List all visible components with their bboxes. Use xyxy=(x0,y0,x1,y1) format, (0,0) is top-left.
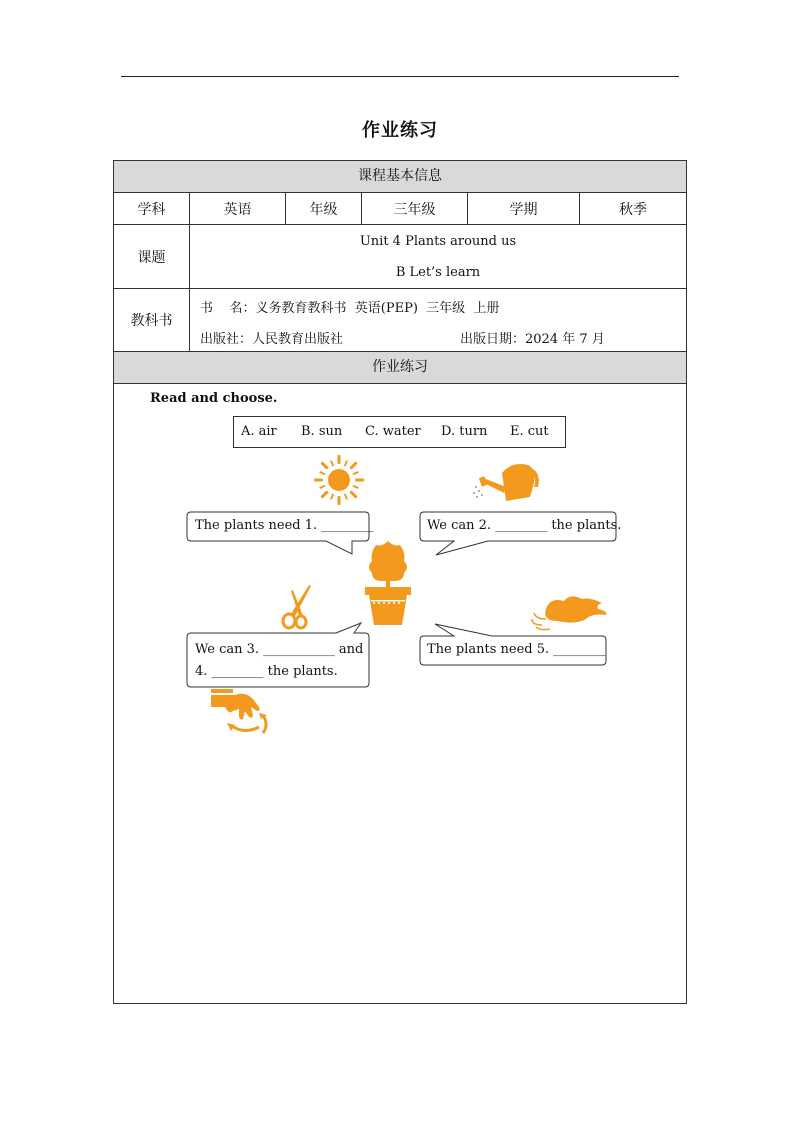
bubble-3-text-line2: 4. ________ the plants. xyxy=(195,664,338,679)
header-rule xyxy=(121,76,679,77)
grade-label: 年级 xyxy=(286,193,362,224)
option-b: B. sun xyxy=(301,424,343,439)
term-label: 学期 xyxy=(468,193,580,224)
grade-value: 三年级 xyxy=(362,193,468,224)
option-e: E. cut xyxy=(510,424,549,439)
subject-value: 英语 xyxy=(190,193,286,224)
bubble-1-text: The plants need 1. ________ xyxy=(195,518,374,533)
scissors-icon xyxy=(279,581,315,631)
topic-lesson: B Let’s learn xyxy=(395,265,481,280)
hand-turning-icon xyxy=(209,689,273,741)
exercise-header: 作业练习 xyxy=(372,359,428,375)
watering-can-icon xyxy=(472,457,544,509)
topic-unit: Unit 4 Plants around us xyxy=(359,234,517,249)
bubble-2-text: We can 2. ________ the plants. xyxy=(427,518,622,533)
topic-label: 课题 xyxy=(114,225,190,288)
page-title: 作业练习 xyxy=(362,120,438,141)
wind-icon xyxy=(532,591,610,633)
option-a: A. air xyxy=(241,424,277,439)
bubble-3-text-line1: We can 3. ___________ and xyxy=(195,642,364,657)
textbook-name: 书 名：义务教育教科书 英语(PEP) 三年级 上册 xyxy=(200,301,500,316)
homework-table xyxy=(113,160,687,1004)
sun-icon xyxy=(313,454,365,506)
textbook-label: 教科书 xyxy=(114,289,190,351)
textbook-publisher: 出版社：人民教育出版社 xyxy=(200,332,344,347)
bubble-5-text: The plants need 5. ________ xyxy=(427,642,606,657)
info-header: 课程基本信息 xyxy=(358,168,442,184)
potted-plant-icon xyxy=(362,539,414,629)
textbook-pub-date: 出版日期：2024 年 7 月 xyxy=(460,332,605,347)
term-value: 秋季 xyxy=(619,201,647,218)
speech-bubbles xyxy=(114,161,688,721)
option-c: C. water xyxy=(365,424,421,439)
instruction: Read and choose. xyxy=(150,391,278,406)
option-d: D. turn xyxy=(441,424,488,439)
subject-label: 学科 xyxy=(114,193,190,224)
